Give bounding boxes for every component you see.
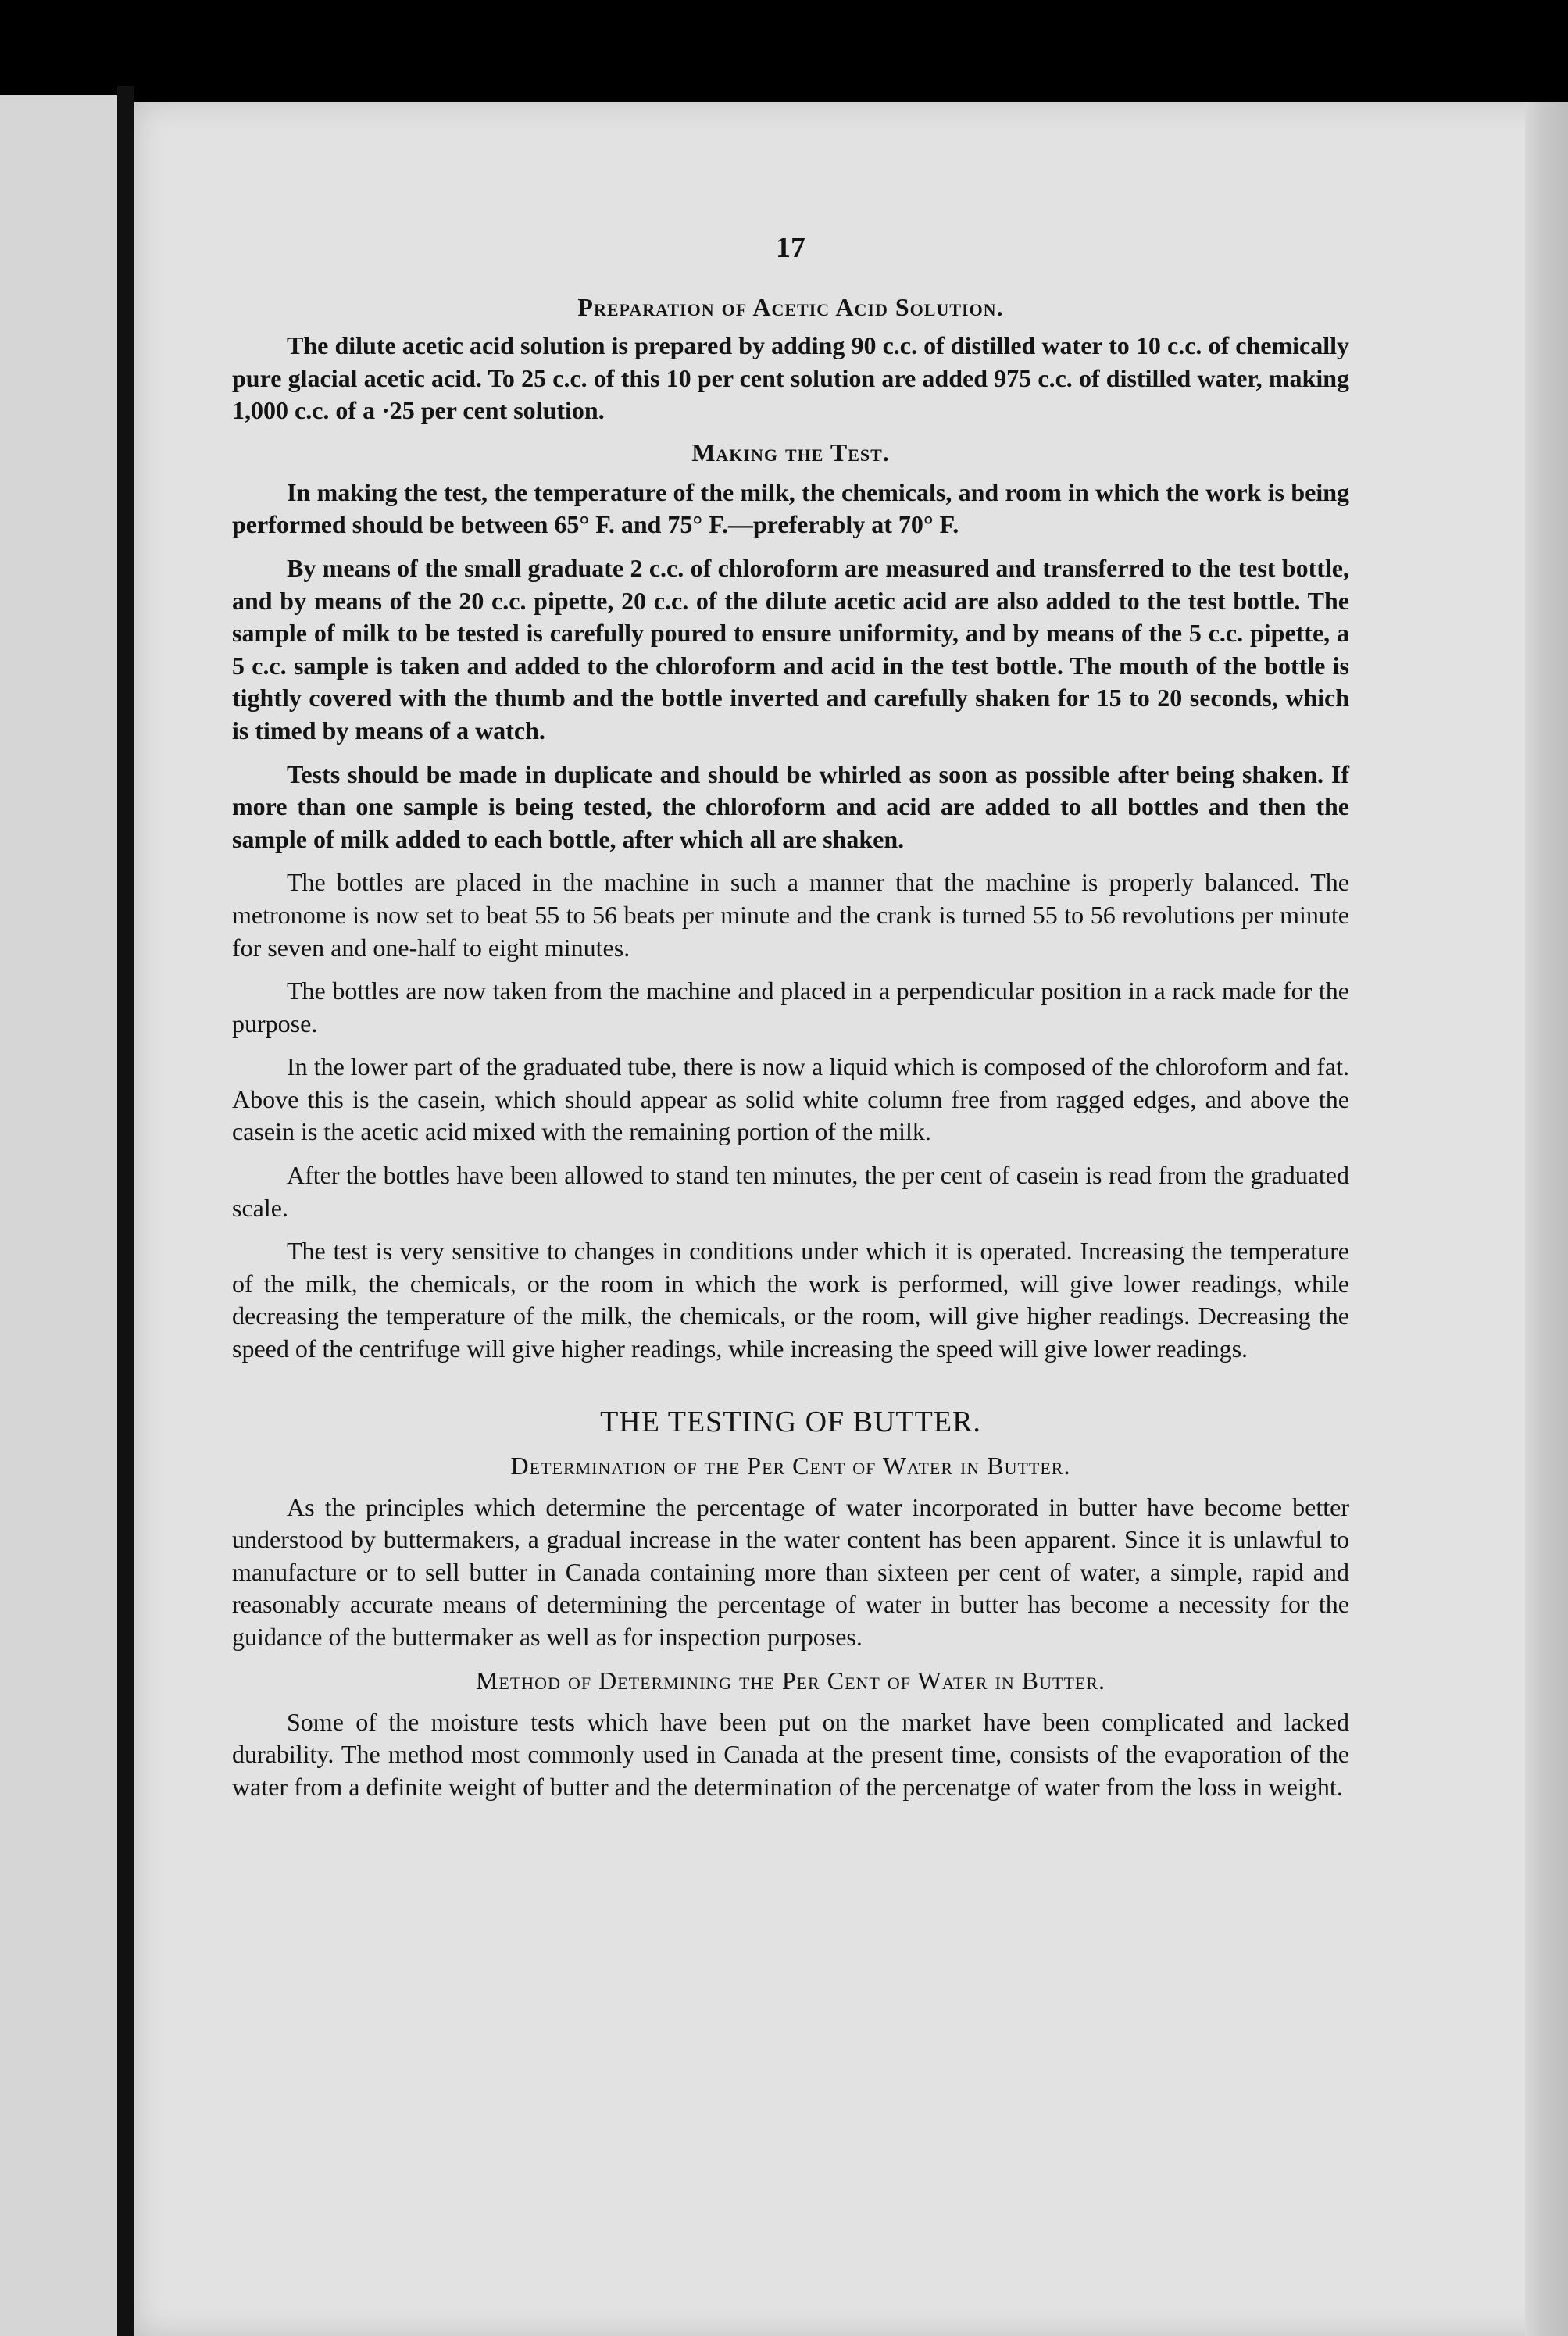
paragraph: After the bottles have been allowed to stand ten minutes, the per cent of casein is read from the graduated scale. bbox=[232, 1161, 1349, 1222]
section-preparation bbox=[232, 330, 1349, 427]
heading-making-test: Making the Test. bbox=[691, 438, 890, 466]
heading-testing-of-butter: THE TESTING OF BUTTER. bbox=[600, 1405, 981, 1438]
paragraph: In the lower part of the graduated tube, there is now a liquid which is composed of the chloroform and fat. Above this is the casein, which should appear as solid white column free from ragged edges, and above the casein is the acetic acid mixed with the remaining portion of the milk. bbox=[232, 1052, 1349, 1146]
page-edge-shadow bbox=[1525, 102, 1568, 2336]
heading-preparation: Preparation of Acetic Acid Solution. bbox=[577, 293, 1004, 321]
page-number: 17 bbox=[776, 231, 805, 264]
paragraph: Tests should be made in duplicate and should be whirled as soon as possible after being shaken. If more than one sample is being tested, the chloroform and acid are added to all bottles and then the sample of milk added to each bottle, after which all are shaken. bbox=[232, 759, 1349, 853]
paragraph: Some of the moisture tests which have been put on the market have been complicated and lacked durability. The method most commonly used in Canada at the present time, consists of the evaporation of the water from a definite weight of butter and the determination of the percenatge of water from the loss in weight. bbox=[232, 1707, 1349, 1801]
book-page bbox=[134, 102, 1568, 2336]
page-content bbox=[232, 230, 1349, 1814]
paragraph: In making the test, the temperature of the milk, the chemicals, and room in which the work is being performed should be between 65° F. and 75° F.—preferably at 70° F. bbox=[232, 477, 1349, 539]
paragraph: By means of the small graduate 2 c.c. of chloroform are measured and transferred to the test bottle, and by means of the 20 c.c. pipette, 20 c.c. of the dilute acetic acid are also added to the test bottle. The sample of milk to be tested is carefully poured to ensure uniformity, and by means of the 5 c.c. pipette, a 5 c.c. sample is taken and added to the chloroform and acid in the test bottle. The mouth of the bottle is tightly covered with the thumb and the bottle inverted and carefully shaken for 15 to 20 seconds, which is timed by means of a watch. bbox=[232, 553, 1349, 745]
book-gutter bbox=[117, 86, 134, 2336]
paragraph: As the principles which determine the percentage of water incorporated in butter have become better understood by buttermakers, a gradual increase in the water content has been apparent. Since it is unlawful to manufacture or to sell butter in Canada containing more than sixteen per cent of water, a simple, rapid and reasonably accurate means of determining the percentage of water in butter has become a necessity for the guidance of the buttermaker as well as for inspection purposes. bbox=[232, 1492, 1349, 1651]
paragraph: The bottles are placed in the machine in such a manner that the machine is properly balanced. The metronome is now set to beat 55 to 56 beats per minute and the crank is turned 55 to 56 revolutions per minute for seven and one-half to eight minutes. bbox=[232, 868, 1349, 962]
section-making-test bbox=[232, 477, 1349, 1366]
paragraph: The dilute acetic acid solution is prepared by adding 90 c.c. of distilled water to 10 c.c. of chemically pure glacial acetic acid. To 25 c.c. of this 10 per cent solution are added 975 c.c. of distilled water, making 1,000 c.c. of a ·25 per cent solution. bbox=[232, 331, 1349, 425]
paragraph: The test is very sensitive to changes in conditions under which it is operated. Increasing the temperature of the milk, the chemicals, or the room in which the work is performed, will give lower readings, while decreasing the temperature of the milk, the chemicals, or the room, will give higher readings. Decreasing the speed of the centrifuge will give higher readings, while increasing the speed will give lower readings. bbox=[232, 1237, 1349, 1363]
facing-page-edge bbox=[0, 95, 117, 2336]
paragraph: The bottles are now taken from the machine and placed in a perpendicular position in a rack made for the purpose. bbox=[232, 977, 1349, 1038]
heading-determination: Determination of the Per Cent of Water in Butter. bbox=[510, 1451, 1071, 1480]
heading-method: Method of Determining the Per Cent of Water in Butter. bbox=[475, 1666, 1106, 1695]
